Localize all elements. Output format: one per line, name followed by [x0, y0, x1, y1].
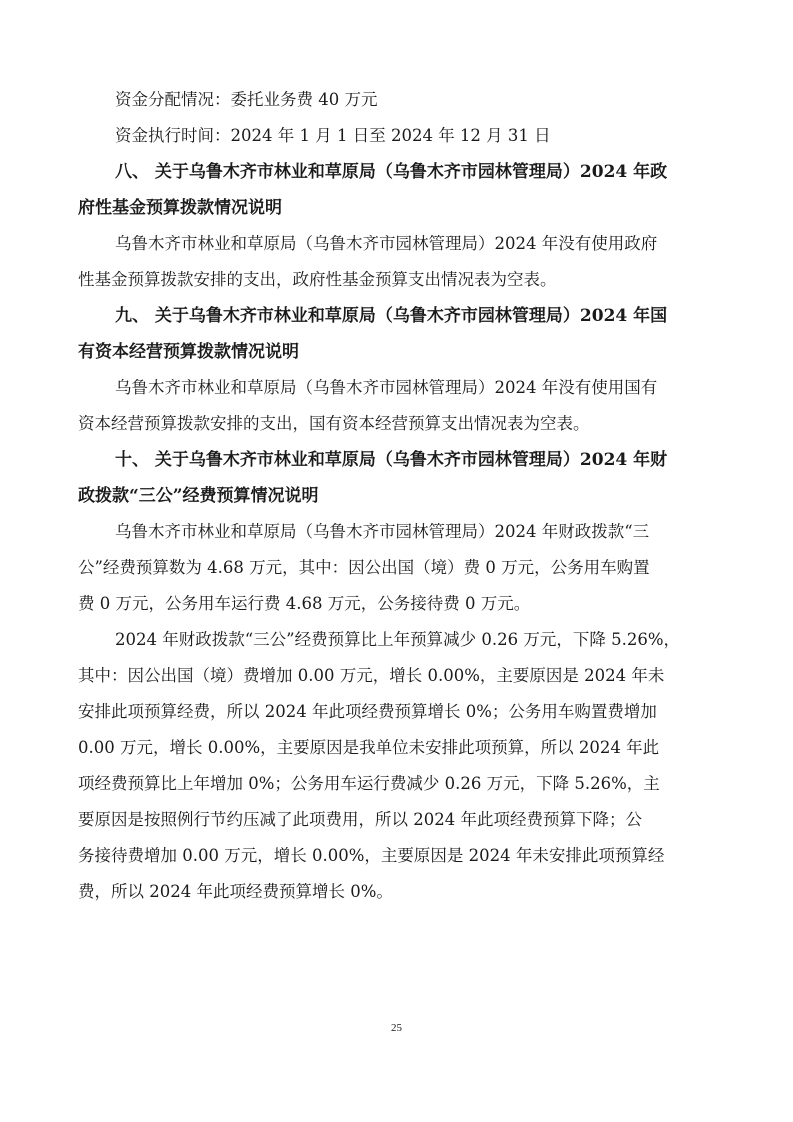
paragraph-line: 要原因是按照例行节约压减了此项费用，所以 2024 年此项经费预算下降；公 [78, 810, 642, 829]
paragraph-line: 项经费预算比上年增加 0%；公务用车运行费减少 0.26 万元，下降 5.26%，主 [78, 774, 660, 793]
paragraph-line: 性基金预算拨款安排的支出，政府性基金预算支出情况表为空表。 [78, 270, 557, 289]
paragraph-line: 费，所以 2024 年此项经费预算增长 0%。 [78, 882, 393, 901]
section-heading-8-cont: 府性基金预算拨款情况说明 [78, 198, 282, 218]
paragraph-line: 2024 年财政拨款“三公”经费预算比上年预算减少 0.26 万元，下降 5.26%， [115, 630, 680, 649]
paragraph-line: 乌鲁木齐市林业和草原局（乌鲁木齐市园林管理局）2024 年财政拨款“三 [115, 522, 650, 541]
paragraph-line: 0.00 万元，增长 0.00%，主要原因是我单位未安排此项预算，所以 2024 年此 [78, 738, 660, 757]
section-heading-10-cont: 政拨款“三公”经费预算情况说明 [78, 486, 319, 506]
text-line-fund-allocation: 资金分配情况：委托业务费 40 万元 [115, 90, 378, 109]
paragraph-line: 安排此项预算经费，所以 2024 年此项经费预算增长 0%；公务用车购置费增加 [78, 702, 657, 721]
section-heading-9-cont: 有资本经营预算拨款情况说明 [78, 342, 299, 362]
section-heading-8: 八、 关于乌鲁木齐市林业和草原局（乌鲁木齐市园林管理局）2024 年政 [115, 162, 668, 182]
paragraph-line: 乌鲁木齐市林业和草原局（乌鲁木齐市园林管理局）2024 年没有使用政府 [115, 234, 658, 253]
page-number: 25 [391, 1022, 402, 1034]
paragraph-line: 其中：因公出国（境）费增加 0.00 万元，增长 0.00%，主要原因是 2024 年未 [78, 666, 665, 685]
text-line-execution-time: 资金执行时间：2024 年 1 月 1 日至 2024 年 12 月 31 日 [115, 126, 551, 145]
paragraph-line: 费 0 万元，公务用车运行费 4.68 万元，公务接待费 0 万元。 [78, 594, 531, 613]
paragraph-line: 资本经营预算拨款安排的支出，国有资本经营预算支出情况表为空表。 [78, 414, 590, 433]
paragraph-line: 乌鲁木齐市林业和草原局（乌鲁木齐市园林管理局）2024 年没有使用国有 [115, 378, 658, 397]
paragraph-line: 务接待费增加 0.00 万元，增长 0.00%，主要原因是 2024 年未安排此项预算经 [78, 846, 665, 865]
section-heading-9: 九、 关于乌鲁木齐市林业和草原局（乌鲁木齐市园林管理局）2024 年国 [115, 306, 668, 326]
section-heading-10: 十、 关于乌鲁木齐市林业和草原局（乌鲁木齐市园林管理局）2024 年财 [115, 450, 668, 470]
paragraph-line: 公”经费预算数为 4.68 万元，其中：因公出国（境）费 0 万元，公务用车购置 [78, 558, 650, 577]
